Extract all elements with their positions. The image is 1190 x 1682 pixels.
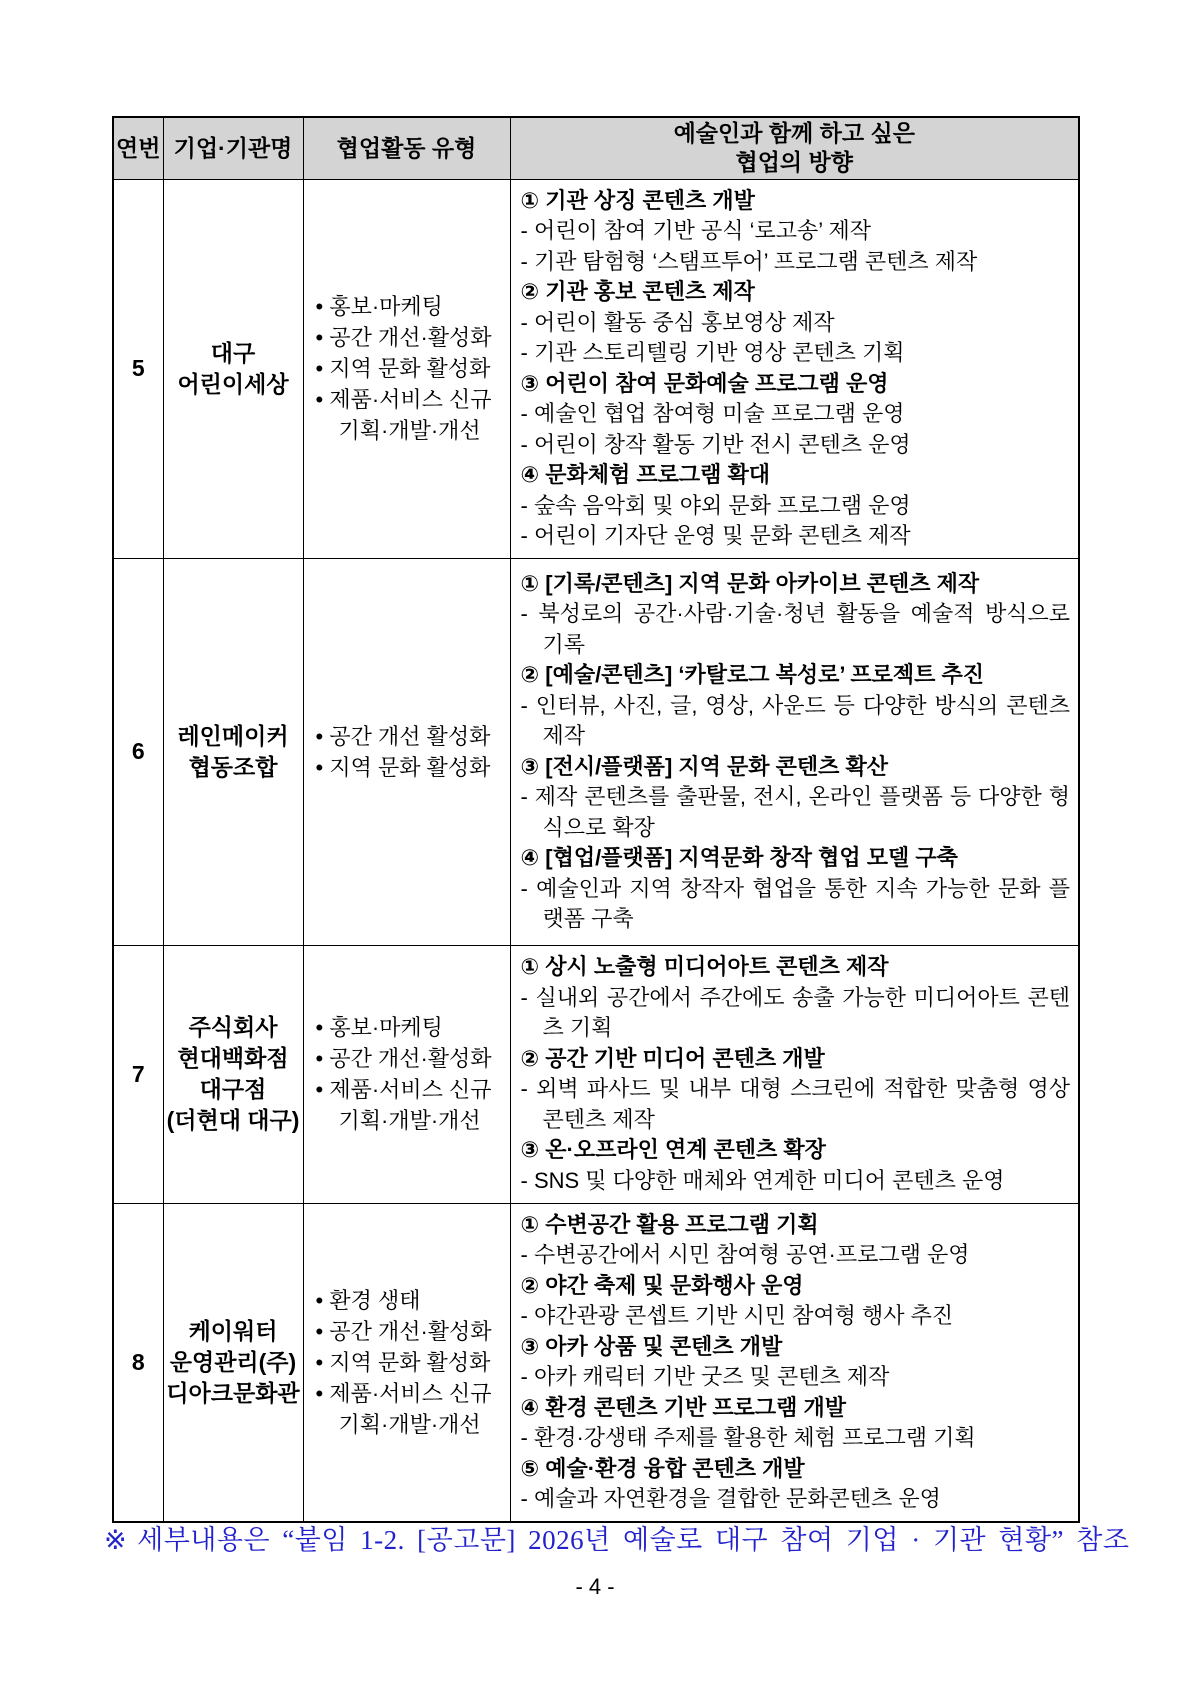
header-col-direction bbox=[510, 117, 1079, 179]
direction-cell bbox=[510, 558, 1079, 945]
direction-detail: - 실내외 공간에서 주간에도 송출 가능한 미디어아트 콘텐츠 기획 bbox=[520, 984, 1070, 1040]
table-body bbox=[113, 179, 1079, 1522]
direction-detail: - 기관 탐험형 ‘스탬프투어’ 프로그램 콘텐츠 제작 bbox=[520, 248, 978, 274]
direction-heading: ① [기록/콘텐츠] 지역 문화 아카이브 콘텐츠 제작 bbox=[520, 570, 980, 596]
direction-detail: - 제작 콘텐츠를 출판물, 전시, 온라인 플랫폼 등 다양한 형식으로 확장 bbox=[520, 784, 1070, 840]
org-name-line: 주식회사 bbox=[188, 1014, 278, 1040]
footnote bbox=[104, 1518, 1130, 1557]
activity-type-item: • 제품·서비스 신규 기획·개발·개선 bbox=[316, 384, 506, 446]
org-name-cell bbox=[163, 945, 303, 1203]
direction-detail: - 환경·강생태 주제를 활용한 체험 프로그램 기획 bbox=[520, 1425, 976, 1450]
footnote-text: 세부내용은 “붙임 1-2. [공고문] 2026년 예술로 대구 참여 기업 · 기관 현황” 참조 bbox=[137, 1525, 1130, 1555]
activity-type-item: • 공간 개선·활성화 bbox=[316, 322, 506, 353]
direction-detail: - 어린이 활동 중심 홍보영상 제작 bbox=[520, 309, 835, 335]
direction-detail: - 예술인과 지역 창작자 협업을 통한 지속 가능한 문화 플랫폼 구축 bbox=[520, 875, 1070, 931]
org-name-cell bbox=[163, 179, 303, 558]
table-row bbox=[113, 1203, 1079, 1522]
direction-detail: - 외벽 파사드 및 내부 대형 스크린에 적합한 맞춤형 영상 콘텐츠 제작 bbox=[520, 1076, 1070, 1132]
activity-type-item: • 공간 개선·활성화 bbox=[316, 1043, 506, 1074]
direction-heading: ③ 온·오프라인 연계 콘텐츠 확장 bbox=[520, 1137, 826, 1162]
direction-heading: ④ 문화체험 프로그램 확대 bbox=[520, 462, 770, 487]
direction-detail: - 야간관광 콘셉트 기반 시민 참여형 행사 추진 bbox=[520, 1303, 954, 1328]
activity-type-item: • 홍보·마케팅 bbox=[316, 1012, 506, 1043]
direction-detail: - 아카 캐릭터 기반 굿즈 및 콘텐츠 제작 bbox=[520, 1364, 890, 1389]
direction-cell bbox=[510, 179, 1079, 558]
row-number-cell: 8 bbox=[113, 1203, 163, 1522]
direction-detail: - 기관 스토리텔링 기반 영상 콘텐츠 기획 bbox=[520, 340, 905, 365]
header-row bbox=[113, 117, 1079, 179]
collaboration-table bbox=[112, 116, 1080, 1523]
direction-cell bbox=[510, 945, 1079, 1203]
activity-type-cell bbox=[303, 179, 510, 558]
org-name-line: 레인메이커 bbox=[177, 722, 289, 749]
header-direction-line2: 협업의 방향 bbox=[735, 149, 853, 176]
table-row bbox=[113, 179, 1079, 558]
activity-type-item: • 제품·서비스 신규 기획·개발·개선 bbox=[316, 1378, 506, 1440]
activity-type-cell bbox=[303, 558, 510, 945]
direction-detail: - 예술인 협업 참여형 미술 프로그램 운영 bbox=[520, 401, 905, 426]
direction-detail: - 어린이 참여 기반 공식 ‘로고송’ 제작 bbox=[520, 218, 871, 243]
direction-heading: ③ 어린이 참여 문화예술 프로그램 운영 bbox=[520, 370, 889, 396]
direction-cell bbox=[510, 1203, 1079, 1522]
header-direction-line1: 예술인과 함께 하고 싶은 bbox=[673, 120, 915, 147]
direction-detail: - SNS 및 다양한 매체와 연계한 미디어 콘텐츠 운영 bbox=[520, 1167, 1005, 1193]
activity-type-item: • 지역 문화 활성화 bbox=[316, 752, 506, 783]
direction-detail: - 예술과 자연환경을 결합한 문화콘텐츠 운영 bbox=[520, 1486, 941, 1511]
direction-heading: ② 기관 홍보 콘텐츠 제작 bbox=[520, 279, 755, 304]
org-name-line: 대구 bbox=[210, 339, 256, 366]
direction-detail: - 어린이 기자단 운영 및 문화 콘텐츠 제작 bbox=[520, 523, 911, 548]
activity-type-item: • 환경 생태 bbox=[316, 1285, 506, 1316]
activity-type-item: • 제품·서비스 신규 기획·개발·개선 bbox=[316, 1074, 506, 1136]
org-name-line: 케이워터 bbox=[188, 1317, 278, 1344]
direction-detail: - 숲속 음악회 및 야외 문화 프로그램 운영 bbox=[520, 492, 911, 518]
direction-heading: ① 기관 상징 콘텐츠 개발 bbox=[520, 187, 755, 213]
activity-type-item: • 지역 문화 활성화 bbox=[316, 353, 506, 384]
direction-heading: ① 수변공간 활용 프로그램 기획 bbox=[520, 1211, 819, 1237]
direction-heading: ④ [협업/플랫폼] 지역문화 창작 협업 모델 구축 bbox=[520, 845, 958, 870]
org-name-line: (더현대 대구) bbox=[166, 1107, 300, 1133]
direction-heading: ⑤ 예술·환경 융합 콘텐츠 개발 bbox=[520, 1455, 805, 1481]
org-name-line: 운영관리(주) bbox=[169, 1348, 297, 1375]
org-name-line: 디아크문화관 bbox=[166, 1379, 300, 1406]
org-name-line: 대구점 bbox=[199, 1076, 267, 1102]
page-number: - 4 - bbox=[575, 1574, 615, 1599]
direction-detail: - 수변공간에서 시민 참여형 공연·프로그램 운영 bbox=[520, 1242, 970, 1267]
direction-heading: ④ 환경 콘텐츠 기반 프로그램 개발 bbox=[520, 1394, 846, 1420]
direction-heading: ③ [전시/플랫폼] 지역 문화 콘텐츠 확산 bbox=[520, 753, 888, 779]
org-name-cell bbox=[163, 558, 303, 945]
table-header bbox=[113, 117, 1079, 179]
activity-type-item: • 공간 개선 활성화 bbox=[316, 721, 506, 752]
direction-detail: - 북성로의 공간·사람·기술·청년 활동을 예술적 방식으로 기록 bbox=[520, 601, 1070, 657]
direction-heading: ② 야간 축제 및 문화행사 운영 bbox=[520, 1272, 804, 1298]
direction-heading: ② [예술/콘텐츠] ‘카탈로그 복성로’ 프로젝트 추진 bbox=[520, 662, 985, 687]
header-col-type: 협업활동 유형 bbox=[303, 117, 510, 179]
activity-type-item: • 홍보·마케팅 bbox=[316, 291, 506, 322]
activity-type-item: • 공간 개선·활성화 bbox=[316, 1316, 506, 1347]
org-name-line: 어린이세상 bbox=[177, 370, 289, 397]
footnote-reference-mark: ※ bbox=[104, 1525, 128, 1555]
activity-type-cell bbox=[303, 945, 510, 1203]
direction-detail: - 인터뷰, 사진, 글, 영상, 사운드 등 다양한 방식의 콘텐츠 제작 bbox=[520, 692, 1070, 748]
org-name-line: 협동조합 bbox=[188, 753, 278, 780]
row-number-cell: 7 bbox=[113, 945, 163, 1203]
activity-type-item: • 지역 문화 활성화 bbox=[316, 1347, 506, 1378]
org-name-line: 현대백화점 bbox=[177, 1045, 289, 1071]
row-number-cell: 6 bbox=[113, 558, 163, 945]
direction-heading: ③ 아카 상품 및 콘텐츠 개발 bbox=[520, 1333, 783, 1359]
table-row bbox=[113, 558, 1079, 945]
activity-type-cell bbox=[303, 1203, 510, 1522]
header-col-number: 연번 bbox=[113, 117, 163, 179]
org-name-cell bbox=[163, 1203, 303, 1522]
direction-detail: - 어린이 창작 활동 기반 전시 콘텐츠 운영 bbox=[520, 431, 911, 457]
row-number-cell: 5 bbox=[113, 179, 163, 558]
direction-heading: ① 상시 노출형 미디어아트 콘텐츠 제작 bbox=[520, 954, 889, 979]
table-row bbox=[113, 945, 1079, 1203]
direction-heading: ② 공간 기반 미디어 콘텐츠 개발 bbox=[520, 1045, 825, 1071]
header-col-org: 기업·기관명 bbox=[163, 117, 303, 179]
